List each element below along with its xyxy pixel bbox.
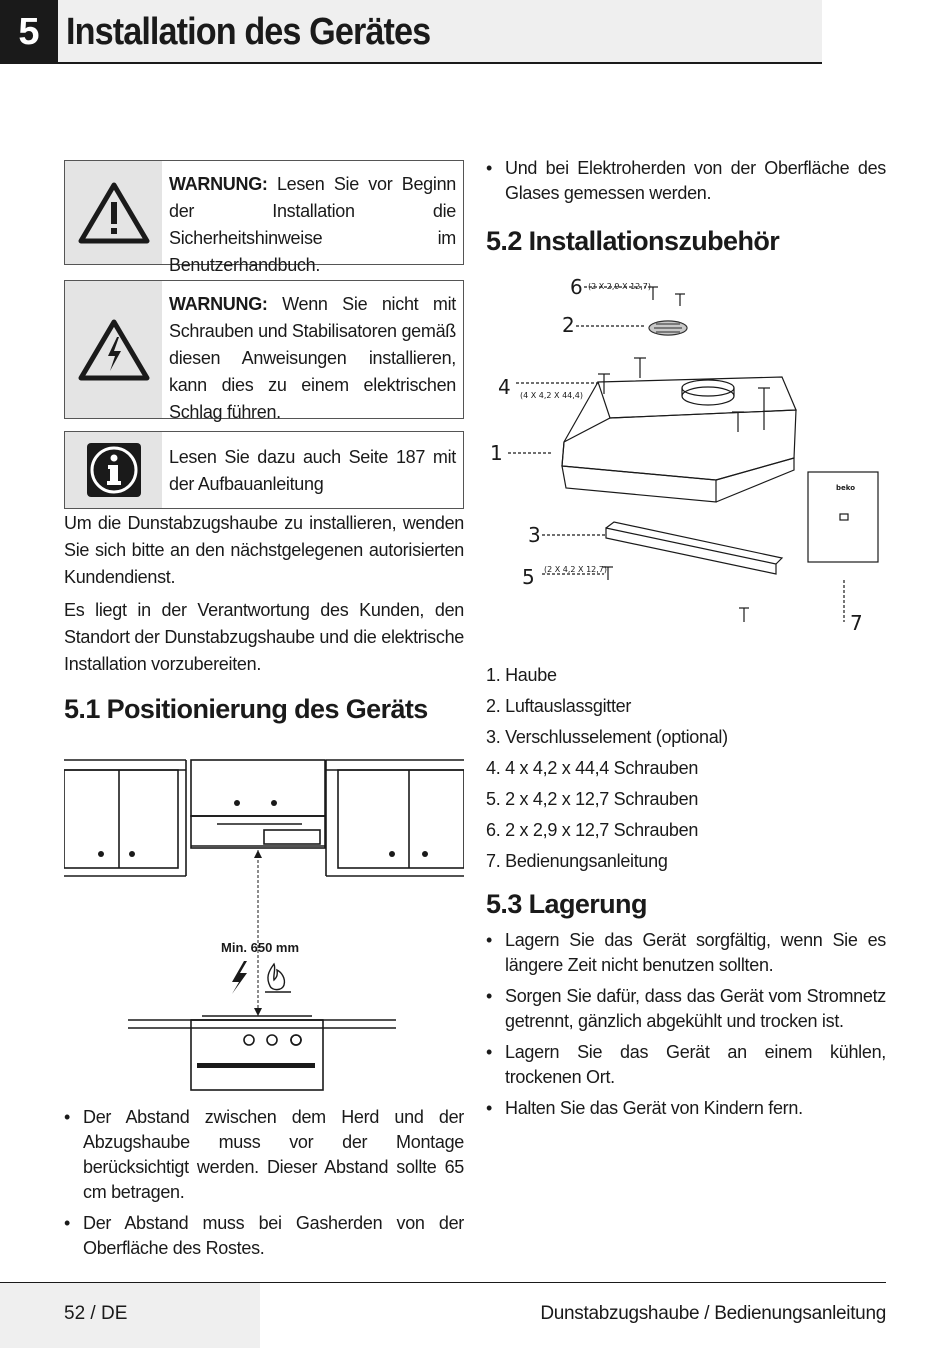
list-item: • Der Abstand zwischen dem Herd und der Abzugshaube muss vor der Montage berücksichtigt werden. Dieser Abstand sollte 65 cm betragen. xyxy=(64,1105,464,1205)
min-distance-label: Min. 650 mm xyxy=(221,940,300,955)
callout-1: 1 xyxy=(490,441,503,465)
accessories-diagram xyxy=(486,270,886,642)
page-number: 52 / DE xyxy=(64,1303,128,1324)
page-title: Installation des Gerätes xyxy=(66,11,431,53)
callout-5-dim: (2 X 4,2 X 12,7) xyxy=(544,565,607,574)
warning-text-2 xyxy=(169,291,456,426)
list-item: 2. Luftauslassgitter xyxy=(486,696,632,716)
parts-list xyxy=(486,662,728,879)
list-item: • Lagern Sie das Gerät sorgfältig, wenn Sie es längere Zeit nicht benutzen sollten. xyxy=(486,928,886,978)
storage-bullets xyxy=(486,928,886,1127)
info-text: Lesen Sie dazu auch Seite 187 mit der Aufbauanleitung xyxy=(169,447,456,494)
warning-body: Lesen Sie vor Beginn der Installation die Sicherheitshinweise im Benutzerhandbuch. xyxy=(169,174,456,275)
list-item: 4. 4 x 4,2 x 44,4 Schrauben xyxy=(486,758,699,778)
list-item: 1. Haube xyxy=(486,665,557,685)
callout-6: 6 xyxy=(570,275,583,299)
list-item: • Halten Sie das Gerät von Kindern fern. xyxy=(486,1096,886,1121)
list-item: 7. Bedienungsanleitung xyxy=(486,851,668,871)
warning-body: Wenn Sie nicht mit Schrauben und Stabilisatoren gemäß diesen Anweisungen installieren, kann dies zu einem elektrischen Schlag führen. xyxy=(169,294,456,422)
info-icon xyxy=(65,432,162,508)
callout-5: 5 xyxy=(522,565,535,589)
positioning-bullets-continued xyxy=(486,156,886,212)
warning-label: WARNUNG: xyxy=(169,174,268,194)
heading-5-2: 5.2 Installationszubehör xyxy=(486,226,780,256)
footer-page-box xyxy=(0,1283,260,1348)
callout-4: 4 xyxy=(498,375,511,399)
warning-label: WARNUNG: xyxy=(169,294,268,314)
callout-3: 3 xyxy=(528,523,541,547)
list-item: • Der Abstand muss bei Gasherden von der Oberfläche des Rostes. xyxy=(64,1211,464,1261)
chapter-number: 5 xyxy=(0,0,58,64)
warning-box-2 xyxy=(64,280,464,422)
list-item: • Und bei Elektroherden von der Oberfläche des Glases gemessen werden. xyxy=(486,156,886,206)
list-item: • Lagern Sie das Gerät an einem kühlen, trockenen Ort. xyxy=(486,1040,886,1090)
warning-triangle-icon xyxy=(65,161,162,264)
list-item: • Sorgen Sie dafür, dass das Gerät vom Stromnetz getrennt, gänzlich abgekühlt und trocken ist. xyxy=(486,984,886,1034)
callout-4-dim: (4 X 4,2 X 44,4) xyxy=(520,391,583,400)
list-item: 5. 2 x 4,2 x 12,7 Schrauben xyxy=(486,789,699,809)
warning-text-1 xyxy=(169,171,456,279)
chapter-header xyxy=(0,0,822,64)
warning-box-1 xyxy=(64,160,464,275)
info-box xyxy=(64,431,464,509)
list-item: 6. 2 x 2,9 x 12,7 Schrauben xyxy=(486,820,699,840)
heading-5-1: 5.1 Positionierung des Geräts xyxy=(64,694,428,724)
electric-shock-warning-icon xyxy=(65,281,162,418)
list-item: 3. Verschlusselement (optional) xyxy=(486,727,728,747)
positioning-bullets xyxy=(64,1105,464,1267)
callout-7: 7 xyxy=(850,611,863,635)
intro-paragraph-1: Um die Dunstabzugshaube zu installieren, wenden Sie sich bitte an den nächstgelegenen autorisierten Kundendienst. xyxy=(64,513,464,587)
manual-brand: beko xyxy=(836,484,856,492)
callout-6-dim: (2 X 2,9 X 12,7) xyxy=(588,282,651,291)
intro-paragraph-2: Es liegt in der Verantwortung des Kunden, den Standort der Dunstabzugshaube und die elektrische Installation vorzubereiten. xyxy=(64,600,464,674)
footer-title: Dunstabzugshaube / Bedienungsanleitung xyxy=(540,1303,886,1324)
callout-2: 2 xyxy=(562,313,575,337)
positioning-diagram xyxy=(64,758,464,1093)
heading-5-3: 5.3 Lagerung xyxy=(486,889,647,919)
